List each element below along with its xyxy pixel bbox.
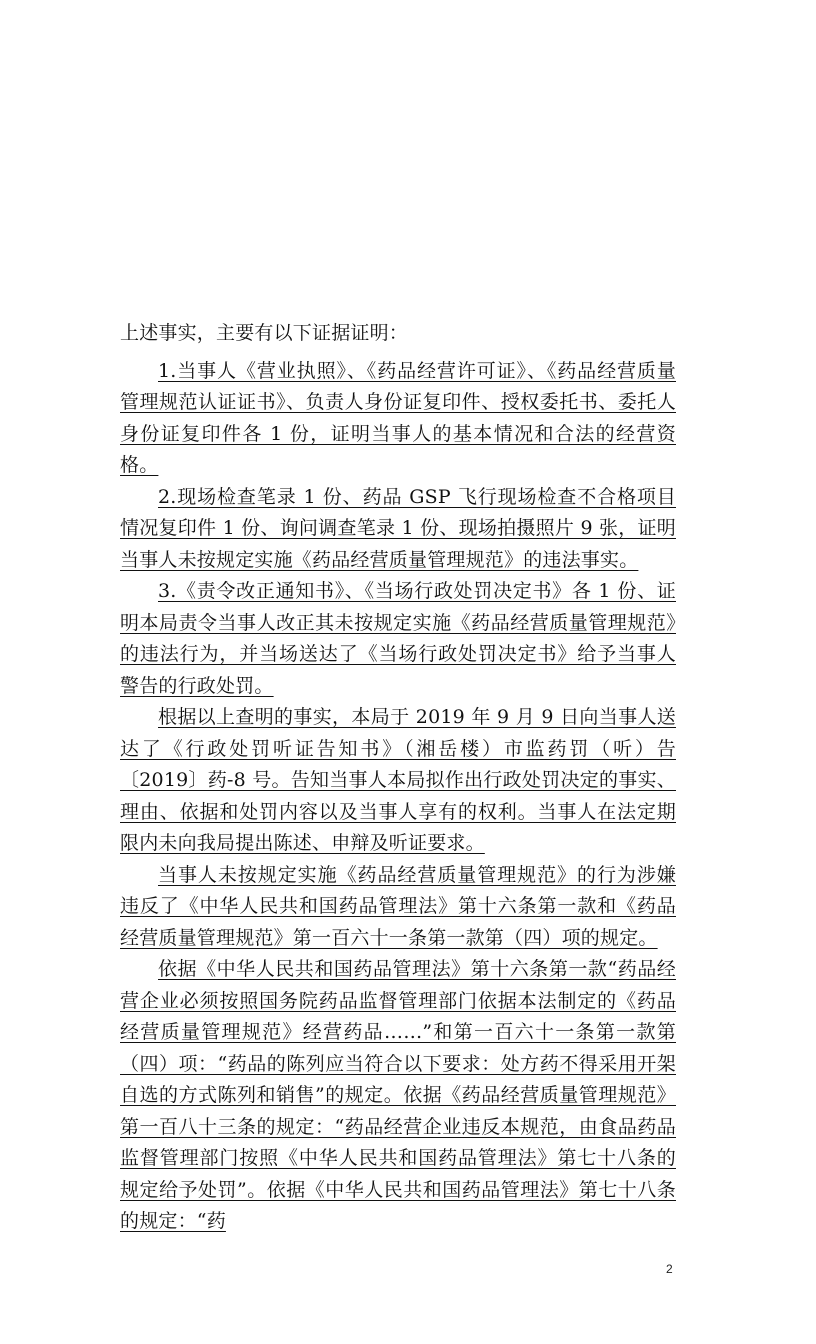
legal-basis-paragraph: 依据《中华人民共和国药品管理法》第十六条第一款“药品经营企业必须按照国务院药品监督管理部门依据本法制定的《药品经营质量管理规范》经营药品……”和第一百六十一条第一款第（四）项：“药品的陈列应当符合以下要求：处方药不得采用开架自选的方式陈列和销售”的规定。依据《药品经营质量管理规范》第一百八十三条的规定：“药品经营企业违反本规范，由食品药品监督管理部门按照《中华人民共和国药品管理法》第七十八条的规定给予处罚”。依据《中华人民共和国药品管理法》第七十八条的规定：“药 <box>120 958 676 1232</box>
evidence-item-3: 3.《责令改正通知书》、《当场行政处罚决定书》各 1 份、证明本局责令当事人改正其未按规定实施《药品经营质量管理规范》的违法行为，并当场送达了《当场行政处罚决定书》给予当事人警告的行政处罚。 <box>120 580 676 697</box>
evidence-lead-sentence: 上述事实，主要有以下证据证明： <box>120 322 409 344</box>
page-number: 2 <box>666 1262 673 1276</box>
evidence-item-2: 2.现场检查笔录 1 份、药品 GSP 飞行现场检查不合格项目情况复印件 1 份、询问调查笔录 1 份、现场拍摄照片 9 张，证明当事人未按规定实施《药品经营质量管理规范》的违法事实。 <box>120 485 676 571</box>
document-body <box>120 318 676 1238</box>
evidence-item-1: 1.当事人《营业执照》、《药品经营许可证》、《药品经营质量管理规范认证证书》、负责人身份证复印件、授权委托书、委托人身份证复印件各 1 份，证明当事人的基本情况和合法的经营资格。 <box>120 359 676 476</box>
hearing-notice-paragraph: 根据以上查明的事实，本局于 2019 年 9 月 9 日向当事人送达了《行政处罚听证告知书》（湘岳楼）市监药罚（听）告〔2019〕药-8 号。告知当事人本局拟作出行政处罚决定的事实、理由、依据和处罚内容以及当事人享有的权利。当事人在法定期限内未向我局提出陈述、申辩及听证要求。 <box>120 706 676 854</box>
violation-paragraph: 当事人未按规定实施《药品经营质量管理规范》的行为涉嫌违反了《中华人民共和国药品管理法》第十六条第一款和《药品经营质量管理规范》第一百六十一条第一款第（四）项的规定。 <box>120 863 676 949</box>
